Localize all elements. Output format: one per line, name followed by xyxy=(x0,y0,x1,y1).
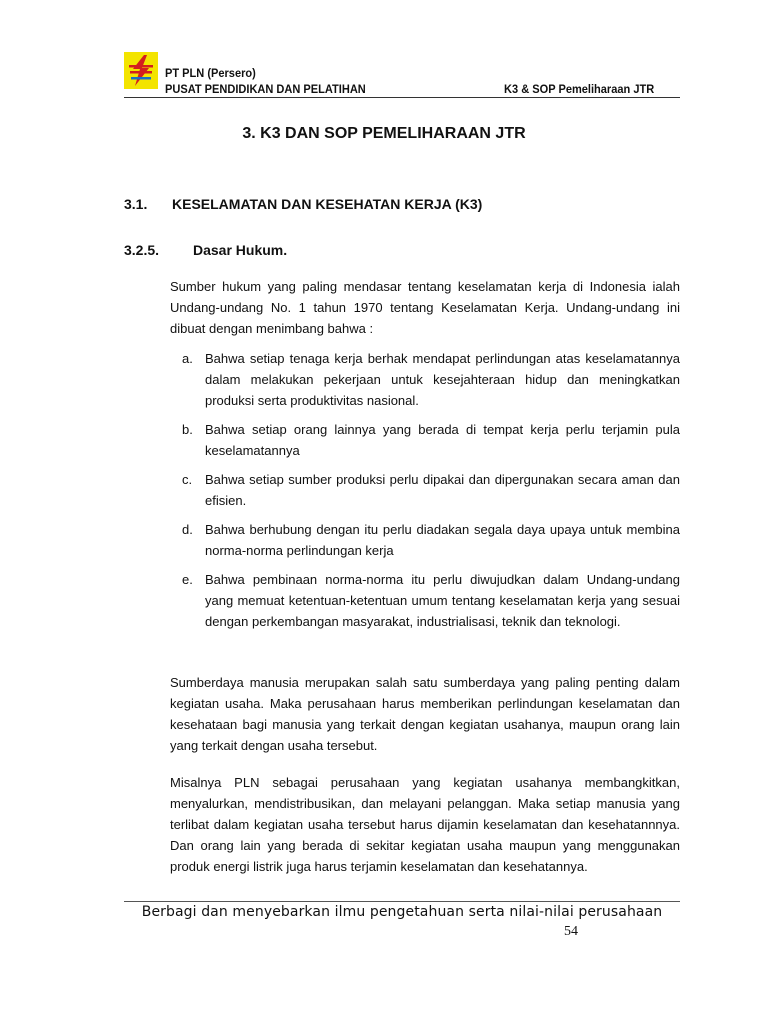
list-marker: b. xyxy=(182,422,193,437)
pln-lightning-logo-icon xyxy=(124,52,158,89)
footer-divider xyxy=(124,901,680,902)
list-marker: c. xyxy=(182,472,193,487)
subsection-title: Dasar Hukum. xyxy=(193,242,288,258)
paragraph-pln-example: Misalnya PLN sebagai perusahaan yang kegiatan usahanya membangkitkan, menyalurkan, mendistribusikan, dan melayani pelanggan. Maka setiap manusia yang terlibat dalam kegiatan usaha tersebut harus dijamin keselamatan dan kesehatannnya. Dan orang lain yang berada di sekitar kegiatan usaha maupun yang menggunakan produk energi listrik juga harus terjamin keselamatan dan kesehatannya. xyxy=(170,775,680,874)
page-number: 54 xyxy=(564,924,578,939)
section-heading xyxy=(124,196,482,212)
considerations-list xyxy=(182,348,680,640)
list-item-text: Bahwa pembinaan norma-norma itu perlu diwujudkan dalam Undang-undang yang memuat ketentuan-ketentuan umum tentang keselamatan kerja yang sesuai dengan perkembangan masyarakat, industrialisasi, teknik dan teknologi. xyxy=(205,572,680,629)
list-item-text: Bahwa berhubung dengan itu perlu diadakan segala daya upaya untuk membina norma-norma perlindungan kerja xyxy=(205,522,680,558)
list-item-text: Bahwa setiap sumber produksi perlu dipakai dan dipergunakan secara aman dan efisien. xyxy=(205,472,680,508)
header-company: PT PLN (Persero) xyxy=(165,66,256,80)
list-item-text: Bahwa setiap tenaga kerja berhak mendapat perlindungan atas keselamatannya dalam melakukan pekerjaan untuk kesejahteraan hidup dan meningkatkan produksi serta produktivitas nasional. xyxy=(205,351,680,408)
paragraph-human-resources: Sumberdaya manusia merupakan salah satu sumberdaya yang paling penting dalam kegiatan usaha. Maka perusahaan harus memberikan perlindungan keselamatan dan kesehataan bagi manusia yang terkait dengan kegiatan usahanya, maupun orang lain yang terkait dengan usaha tersebut. xyxy=(170,675,680,753)
paragraph-intro: Sumber hukum yang paling mendasar tentang keselamatan kerja di Indonesia ialah Undang-undang No. 1 tahun 1970 tentang Keselamatan Kerja. Undang-undang ini dibuat dengan menimbang bahwa : xyxy=(170,279,680,336)
list-item xyxy=(182,348,680,411)
section-title: KESELAMATAN DAN KESEHATAN KERJA (K3) xyxy=(172,196,483,212)
footer-tagline: Berbagi dan menyebarkan ilmu pengetahuan serta nilai-nilai perusahaan xyxy=(141,904,663,920)
header-department: PUSAT PENDIDIKAN DAN PELATIHAN xyxy=(165,82,366,96)
section-number: 3.1. xyxy=(124,196,148,212)
list-item xyxy=(182,419,680,461)
list-item xyxy=(182,469,680,511)
subsection-number: 3.2.5. xyxy=(124,242,160,258)
subsection-heading xyxy=(124,242,287,258)
list-item xyxy=(182,519,680,561)
pln-logo xyxy=(124,52,158,89)
header-divider xyxy=(124,97,680,98)
list-marker: d. xyxy=(182,522,193,537)
list-marker: a. xyxy=(182,351,193,366)
list-item-text: Bahwa setiap orang lainnya yang berada di tempat kerja perlu terjamin pula keselamatannya xyxy=(205,422,680,458)
list-item xyxy=(182,569,680,632)
chapter-title: 3. K3 DAN SOP PEMELIHARAAN JTR xyxy=(242,125,526,142)
header-module-title: K3 & SOP Pemeliharaan JTR xyxy=(503,82,654,96)
list-marker: e. xyxy=(182,572,193,587)
